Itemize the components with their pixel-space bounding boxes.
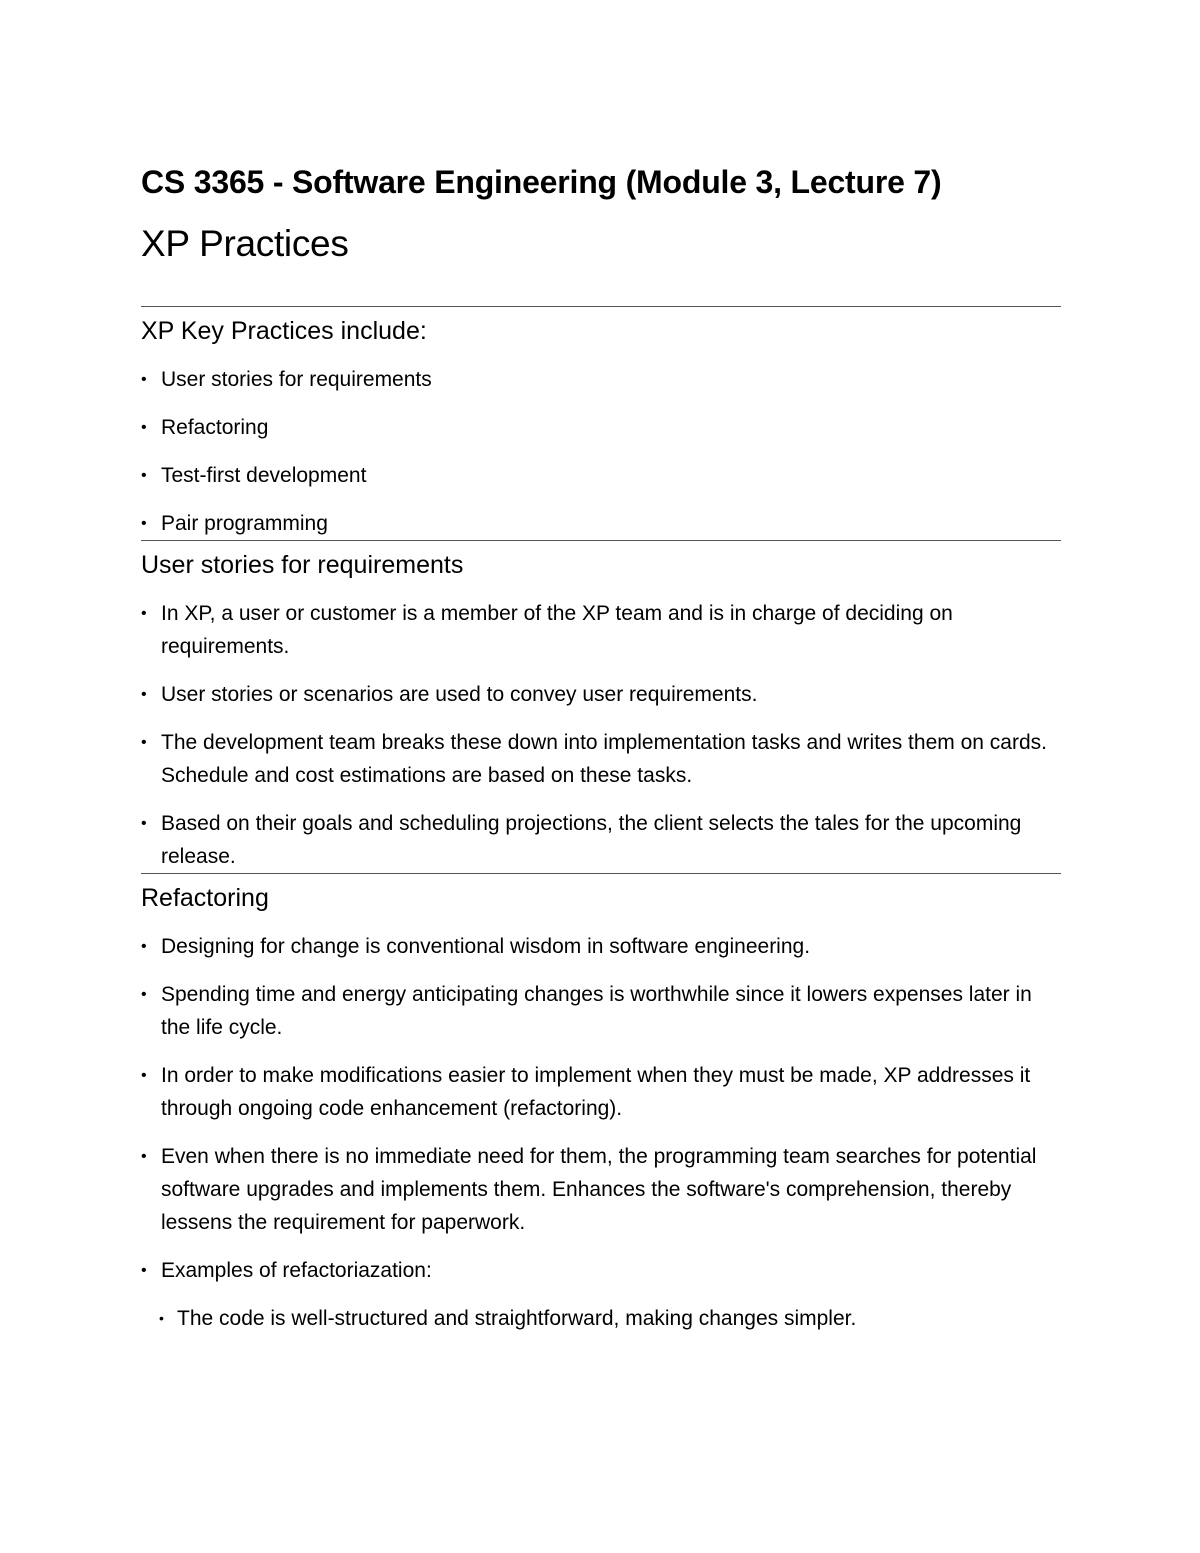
section-refactoring [141, 873, 1061, 1335]
document-page [141, 160, 1061, 1335]
list-item: • Even when there is no immediate need for them, the programming team searches for potential software upgrades and implements them. Enhances the software's comprehension, thereby lessens the requirement for paperwork. [141, 1140, 1061, 1239]
bullet-list [141, 930, 1061, 1287]
section-heading: Refactoring [141, 884, 269, 912]
bullet-list [141, 597, 1061, 873]
list-item: • User stories or scenarios are used to convey user requirements. [141, 678, 1061, 711]
list-item: • Examples of refactoriazation: [141, 1254, 1061, 1287]
list-item: • Refactoring [141, 411, 1061, 444]
sub-bullet-list [141, 1302, 1061, 1335]
section-heading: XP Key Practices include: [141, 317, 427, 345]
list-item: • Designing for change is conventional wisdom in software engineering. [141, 930, 1061, 963]
list-item: • Test-first development [141, 459, 1061, 492]
list-item: • Based on their goals and scheduling projections, the client selects the tales for the upcoming release. [141, 807, 1061, 873]
list-item: • Spending time and energy anticipating changes is worthwhile since it lowers expenses later in the life cycle. [141, 978, 1061, 1044]
list-item: • User stories for requirements [141, 363, 1061, 396]
document-title: XP Practices [141, 223, 349, 264]
section-key-practices [141, 306, 1061, 540]
section-user-stories [141, 540, 1061, 873]
list-item: • The development team breaks these down into implementation tasks and writes them on cards. Schedule and cost estimations are based on these tasks. [141, 726, 1061, 792]
course-title: CS 3365 - Software Engineering (Module 3, Lecture 7) [141, 164, 942, 200]
list-item: • Pair programming [141, 507, 1061, 540]
list-item: • In XP, a user or customer is a member of the XP team and is in charge of deciding on requirements. [141, 597, 1061, 663]
list-item: • In order to make modifications easier to implement when they must be made, XP addresses it through ongoing code enhancement (refactoring). [141, 1059, 1061, 1125]
section-heading: User stories for requirements [141, 551, 464, 579]
bullet-list [141, 363, 1061, 540]
sub-list-item: • The code is well-structured and straightforward, making changes simpler. [141, 1302, 1061, 1335]
